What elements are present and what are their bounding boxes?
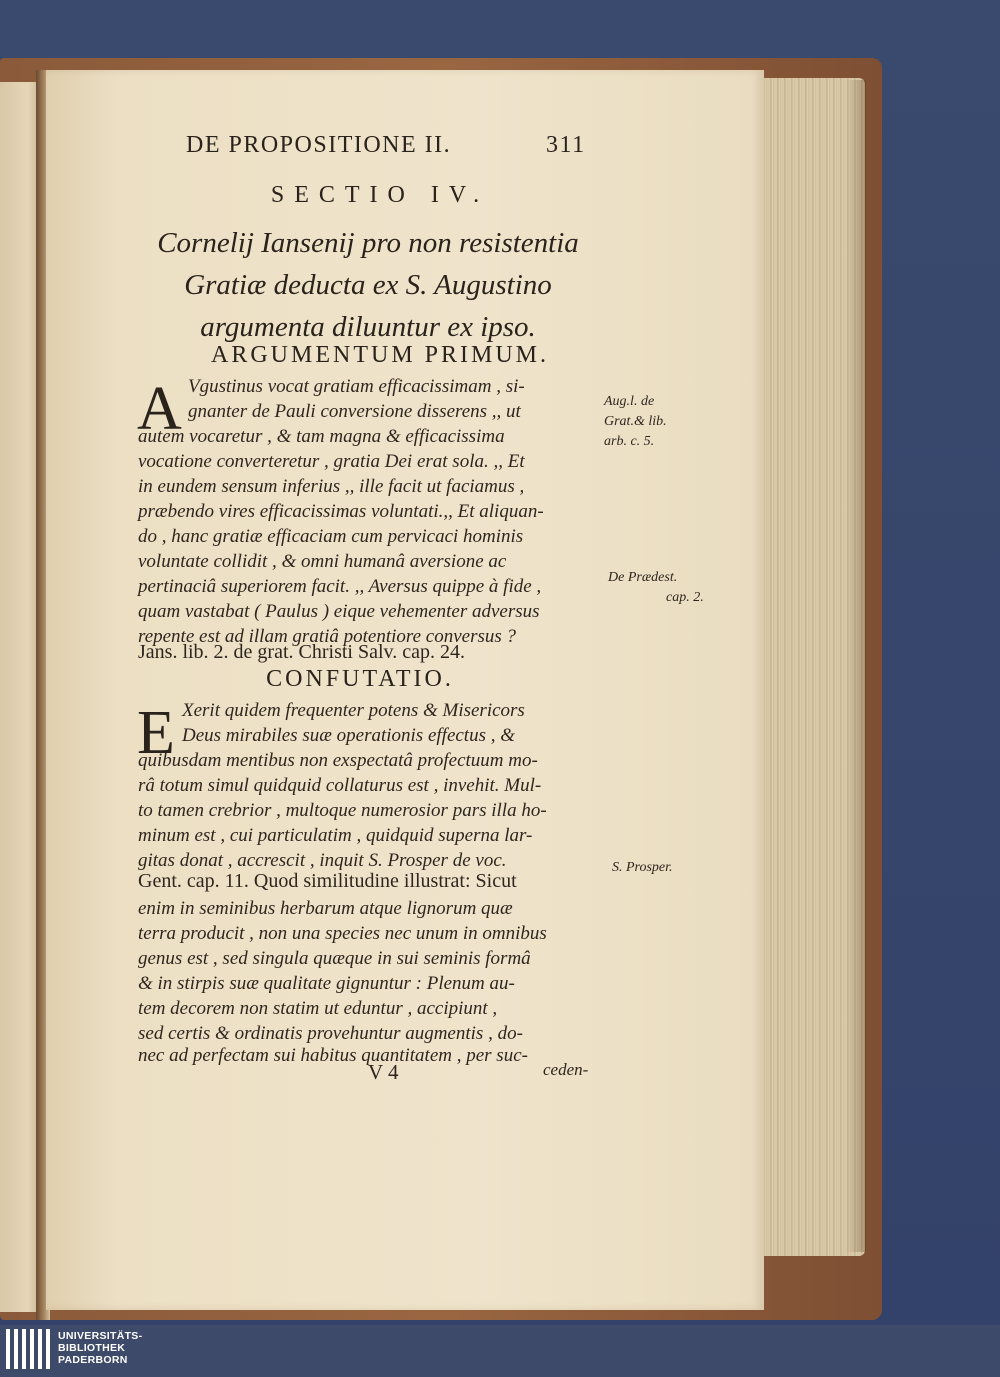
text-line: to tamen crebrior , multoque numerosior pars illa ho- bbox=[138, 800, 547, 821]
text-line: minum est , cui particulatim , quidquid superna lar- bbox=[138, 825, 533, 846]
text-line: præbendo vires efficacissimas voluntati.,, Et aliquan- bbox=[138, 501, 544, 522]
library-logo-text bbox=[58, 1330, 142, 1366]
text-line: & in stirpis suæ qualitate gignuntur : Plenum au- bbox=[138, 973, 515, 994]
page-edge-shadow bbox=[846, 80, 866, 1252]
footer-bar bbox=[0, 1325, 1000, 1377]
text-line: in eundem sensum inferius ,, ille facit ut faciamus , bbox=[138, 476, 525, 497]
text-line: repente est ad illam gratiâ potentiore conversus ? bbox=[138, 626, 517, 647]
citation-line: Jans. lib. 2. de grat. Christi Salv. cap. 24. bbox=[138, 641, 465, 663]
margin-note bbox=[608, 568, 704, 608]
logo-text-line: BIBLIOTHEK bbox=[58, 1342, 126, 1354]
left-page-edge bbox=[0, 82, 40, 1312]
margin-note-line: arb. c. 5. bbox=[604, 434, 655, 449]
text-line: nec ad perfectam sui habitus quantitatem , per suc- bbox=[138, 1045, 528, 1066]
running-head-title: DE PROPOSITIONE II. bbox=[186, 132, 452, 158]
text-line: Deus mirabiles suæ operationis effectus , & bbox=[182, 725, 516, 746]
margin-note-line: De Prædest. bbox=[608, 570, 678, 585]
text-line: quibusdam mentibus non exspectatâ profectuum mo- bbox=[138, 750, 538, 771]
text-line: Xerit quidem frequenter potens & Misericors bbox=[182, 700, 525, 721]
section-title-line: Cornelij Iansenij pro non resistentia bbox=[157, 227, 579, 259]
section-title-line: argumenta diluuntur ex ipso. bbox=[200, 311, 536, 343]
text-line: genus est , sed singula quæque in sui seminis formâ bbox=[138, 948, 531, 969]
argument-dropcap: A bbox=[137, 375, 182, 443]
argument-text bbox=[138, 376, 608, 666]
text-line: enim in seminibus herbarum atque lignorum quæ bbox=[138, 898, 513, 919]
text-line: terra producit , non una species nec unum in omnibus bbox=[138, 923, 547, 944]
section-title-line: Gratiæ deducta ex S. Augustino bbox=[184, 269, 552, 301]
library-logo-icon bbox=[6, 1329, 54, 1369]
margin-note-line: S. Prosper. bbox=[612, 860, 673, 875]
margin-note bbox=[612, 858, 673, 878]
text-line: do , hanc gratiæ efficaciam cum pervicaci hominis bbox=[138, 526, 524, 547]
running-head bbox=[186, 132, 606, 172]
text-line: râ totum simul quidquid collaturus est , invehit. Mul- bbox=[138, 775, 542, 796]
argument-heading: ARGUMENTUM PRIMUM. bbox=[210, 342, 550, 368]
text-line: vocatione converteretur , gratia Dei erat sola. ,, Et bbox=[138, 451, 525, 472]
signature-mark: V 4 bbox=[368, 1060, 399, 1084]
section-title bbox=[128, 222, 608, 348]
text-line: gnanter de Pauli conversione disserens ,, ut bbox=[188, 401, 521, 422]
logo-text-line: UNIVERSITÄTS- bbox=[58, 1330, 143, 1342]
confutatio-heading: CONFUTATIO. bbox=[266, 666, 454, 692]
text-line: pertinaciâ superiorem facit. ,, Aversus quippe à fide , bbox=[138, 576, 542, 597]
section-heading: SECTIO IV. bbox=[270, 182, 490, 208]
margin-note bbox=[604, 392, 667, 452]
page-number: 311 bbox=[546, 132, 586, 158]
logo-text-line: PADERBORN bbox=[58, 1354, 128, 1366]
confutatio-text bbox=[138, 700, 608, 1070]
text-line: sed certis & ordinatis provehuntur augmentis , do- bbox=[138, 1023, 523, 1044]
catchword: ceden- bbox=[543, 1060, 589, 1079]
text-line: quam vastabat ( Paulus ) eique vehementer adversus bbox=[138, 601, 540, 622]
text-line: Vgustinus vocat gratiam efficacissimam , si- bbox=[188, 376, 525, 397]
confutatio-dropcap: E bbox=[137, 699, 175, 767]
text-line: voluntate collidit , & omni humanâ aversione ac bbox=[138, 551, 507, 572]
margin-note-line: Grat.& lib. bbox=[604, 414, 667, 429]
text-line: autem vocaretur , & tam magna & efficacissima bbox=[138, 426, 505, 447]
text-line: Gent. cap. 11. Quod similitudine illustrat: Sicut bbox=[138, 870, 517, 892]
margin-note-line: cap. 2. bbox=[666, 590, 704, 605]
text-line: tem decorem non statim ut eduntur , accipiunt , bbox=[138, 998, 498, 1019]
text-line: gitas donat , accrescit , inquit S. Prosper de voc. bbox=[138, 850, 507, 871]
margin-note-line: Aug.l. de bbox=[604, 394, 655, 409]
